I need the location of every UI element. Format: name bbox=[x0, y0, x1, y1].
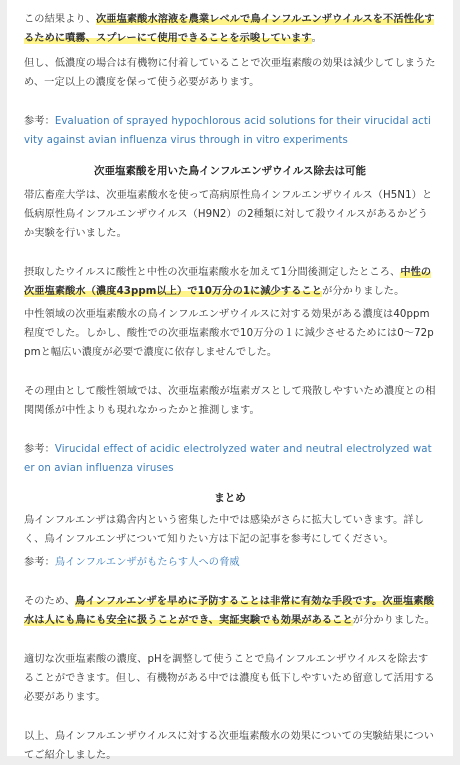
article-body bbox=[7, 0, 453, 761]
paragraph-concentration: 中性領域の次亜塩素酸水の鳥インフルエンザウイルスに対する効果がある濃度は40ppm程度でした。しかし、酸性での次亜塩素酸水で10万分の１に減少させるためには0〜72ppmと幅広い濃度が必要で濃度に依存しませんでした。 bbox=[24, 309, 434, 358]
paragraph-text: 摂取したウイルスに酸性と中性の次亜塩素酸水を加えて1分間後測定したところ、 bbox=[24, 267, 401, 278]
paragraph-text: が分かりました。 bbox=[322, 286, 405, 297]
paragraph-conclusion: 以上、鳥インフルエンザウイルスに対する次亜塩素酸水の効果についての実験結果についてご紹介しました。 bbox=[24, 731, 435, 761]
paragraph-caution: 但し、低濃度の場合は有機物に付着していることで次亜塩素酸の効果は減少してしまうため、一定以上の濃度を保って使う必要があります。 bbox=[24, 58, 436, 88]
section-heading-removal: 次亜塩素酸を用いた鳥インフルエンザウイルス除去は可能 bbox=[94, 165, 366, 177]
reference-link[interactable]: Virucidal effect of acidic electrolyzed water and neutral electrolyzed water on avian influenza viruses bbox=[24, 444, 432, 474]
paragraph-measurement bbox=[24, 263, 436, 301]
paragraph-prevention bbox=[24, 592, 436, 630]
paragraph-usage: 適切な次亜塩素酸の濃度、pHを調整して使うことで鳥インフルエンザウイルスを除去することができます。但し、有機物がある中では濃度も低下しやすいため留意して活用する必要があります。 bbox=[24, 654, 435, 703]
section-heading-summary: まとめ bbox=[214, 492, 246, 504]
reference-3 bbox=[24, 553, 436, 572]
reference-link[interactable]: 鳥インフルエンザがもたらす人への脅威 bbox=[54, 557, 240, 568]
paragraph-reason: その理由として酸性領域では、次亜塩素酸が塩素ガスとして飛散しやすいため濃度との相関関係が中性よりも現れなかったかと推測します。 bbox=[24, 386, 436, 416]
paragraph-text: この結果より、 bbox=[24, 14, 97, 25]
reference-prefix: 参考： bbox=[24, 557, 55, 568]
paragraph-summary: 鳥インフルエンザは鶏舎内という密集した中では感染がさらに拡大していきます。詳しく、鳥インフルエンザについて知りたい方は下記の記事を参考にしてください。 bbox=[24, 515, 424, 545]
reference-prefix: 参考： bbox=[24, 444, 55, 455]
reference-2 bbox=[24, 440, 436, 478]
paragraph-result bbox=[24, 10, 436, 48]
reference-prefix: 参考： bbox=[24, 116, 55, 127]
highlighted-text: 鳥インフルエンザを早めに予防することは非常に有効な手段です。次亜塩素酸水は人にも鳥にも安全に扱うことができ、実証実験でも効果があること bbox=[24, 596, 434, 626]
paragraph-text: が分かりました。 bbox=[352, 615, 436, 626]
highlighted-text: 中性の次亜塩素酸水（濃度43ppm以上）で10万分の1に減少すること bbox=[24, 267, 432, 297]
paragraph-text: 。 bbox=[311, 33, 322, 44]
reference-1 bbox=[24, 112, 436, 150]
paragraph-text: そのため、 bbox=[24, 596, 76, 607]
paragraph-experiment: 帯広畜産大学は、次亜塩素酸水を使って高病原性鳥インフルエンザウイルス（H5N1）と低病原性鳥インフルエンザウイルス（H9N2）の2種類に対して殺ウイルスがあるかどうか実験を行いました。 bbox=[24, 190, 433, 239]
reference-link[interactable]: Evaluation of sprayed hypochlorous acid solutions for their virucidal activity against avian influenza virus through in vitro experiments bbox=[24, 116, 431, 146]
highlighted-text: 次亜塩素酸水溶液を農業レベルで鳥インフルエンザウイルスを不活性化するために噴霧、スプレーにて使用できることを示唆しています bbox=[24, 14, 435, 44]
